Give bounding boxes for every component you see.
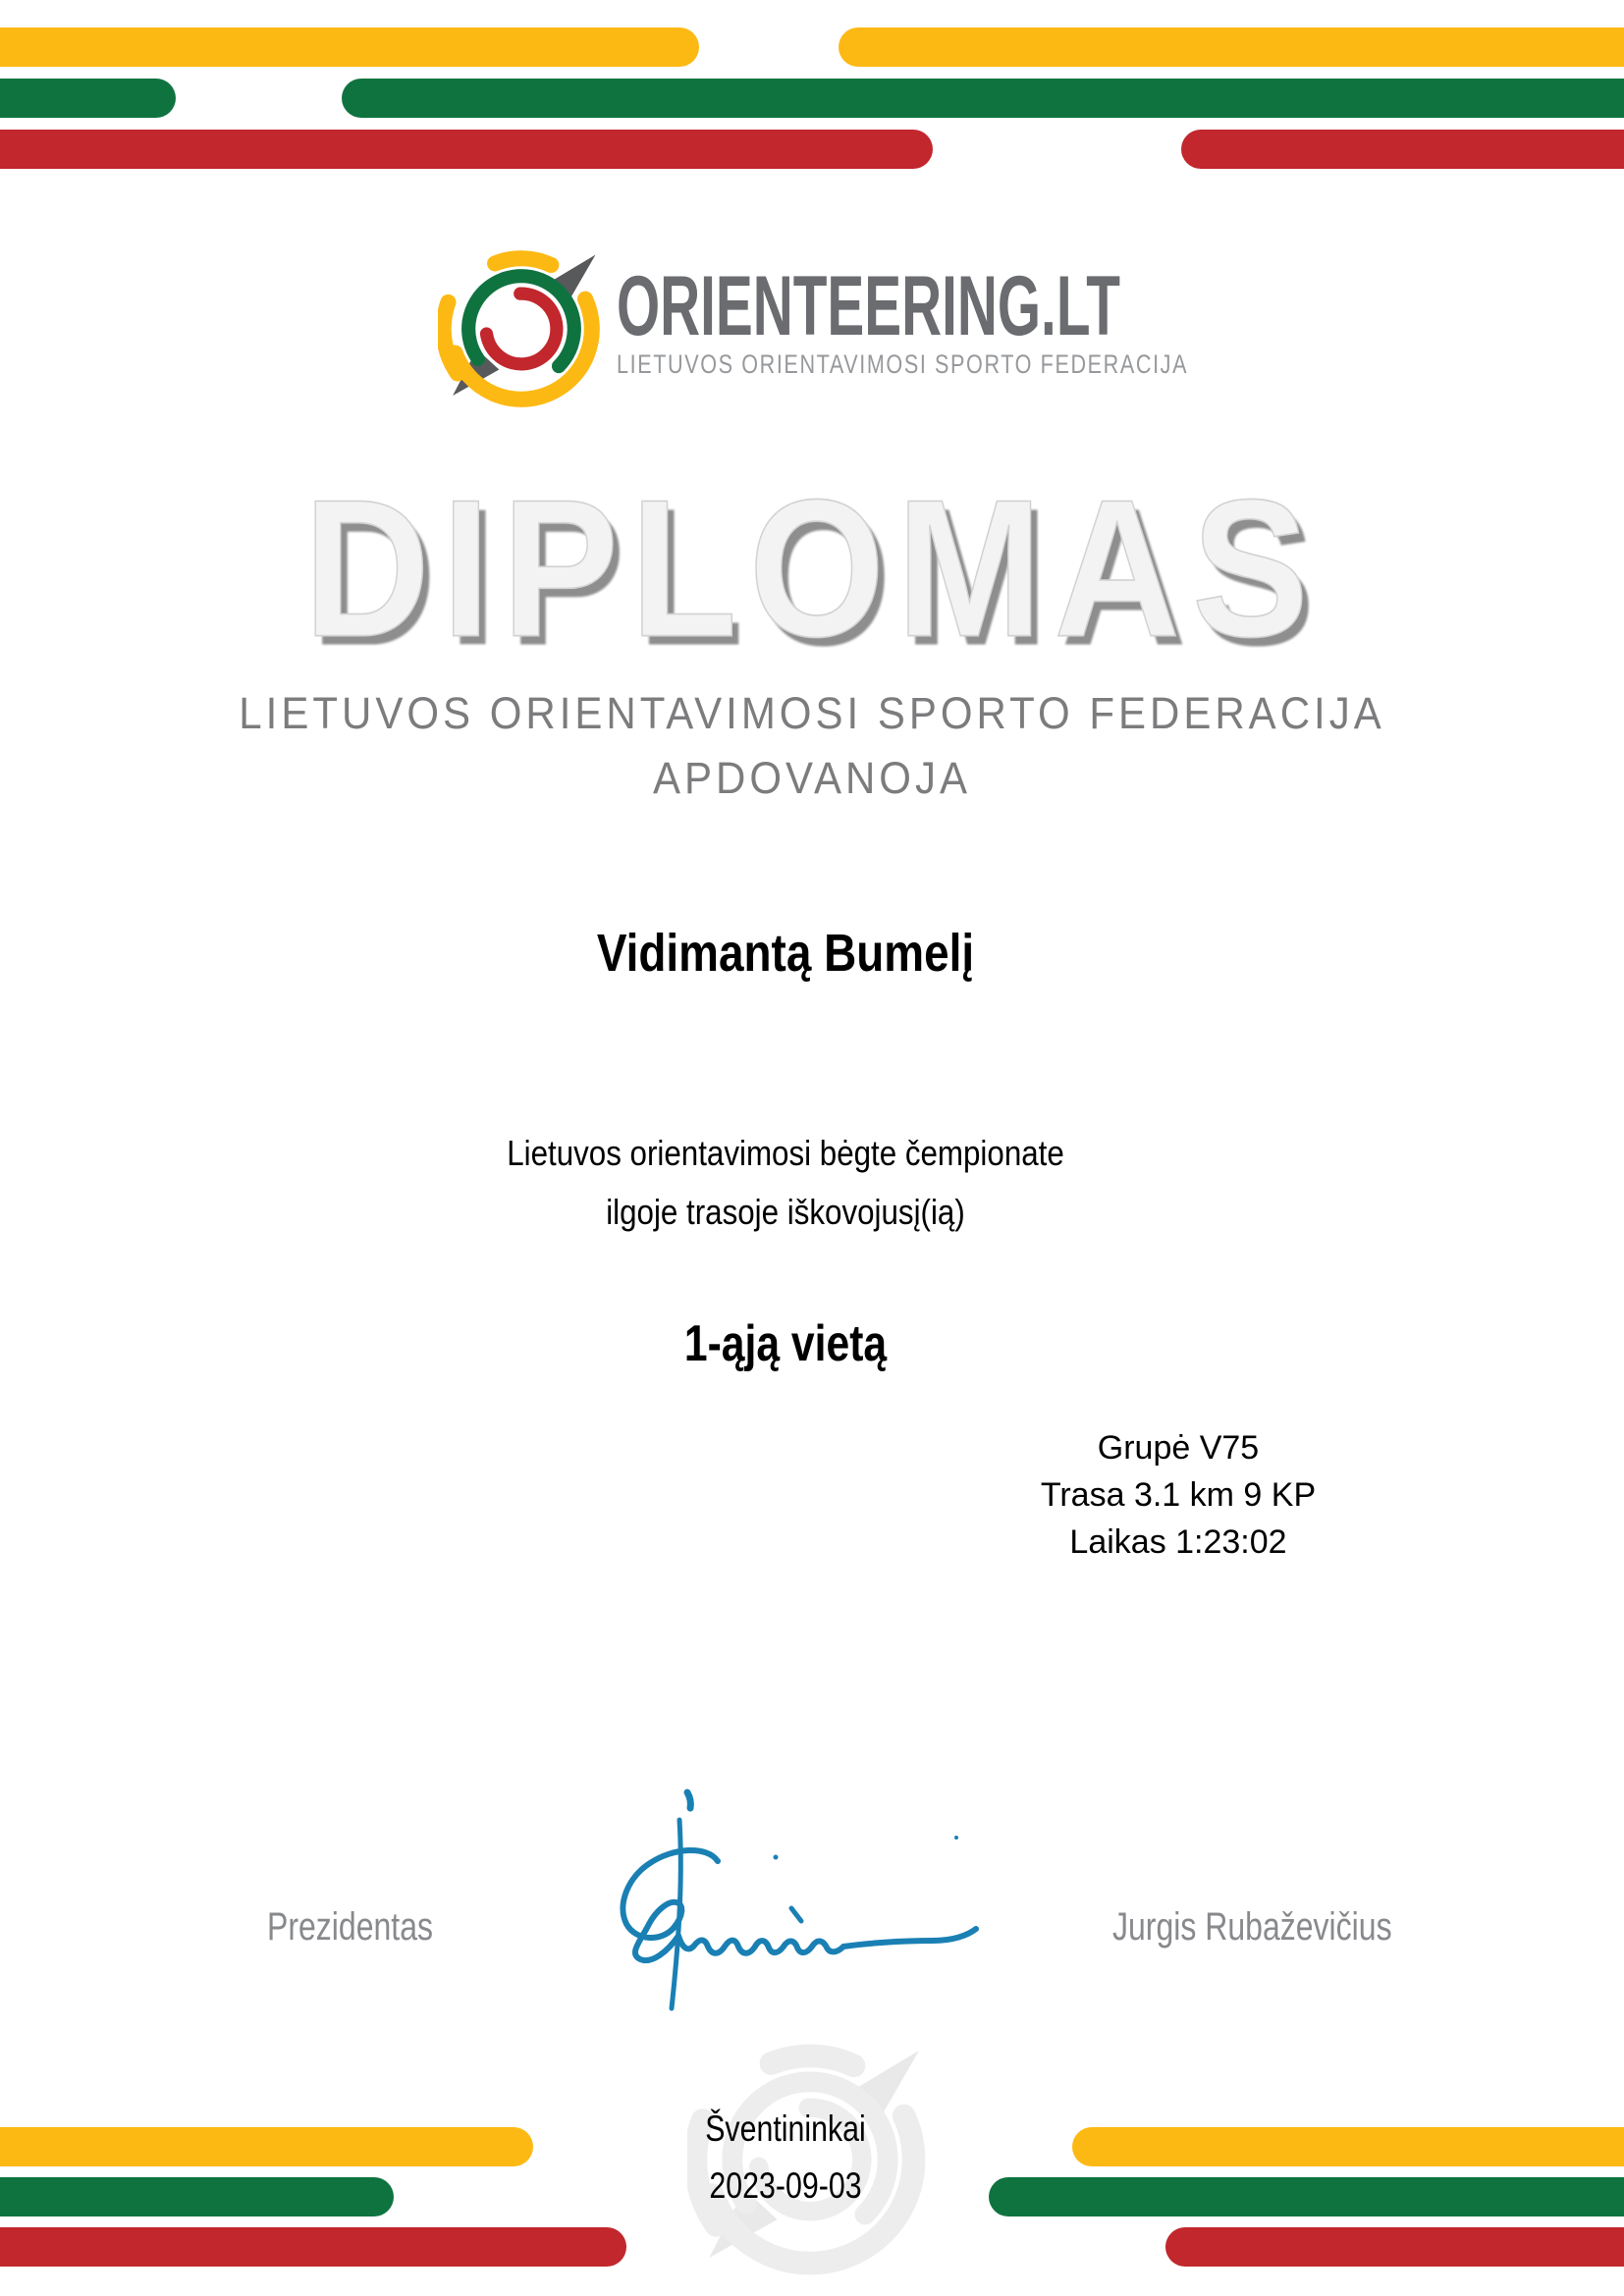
result-group: Grupė V75 xyxy=(1097,1429,1260,1467)
diploma-heading: DIPLOMAS xyxy=(303,458,1321,678)
event-line-2: ilgoje trasoje iškovojusį(ią) xyxy=(606,1192,965,1232)
results-block xyxy=(982,1424,1375,1566)
stripe-top-yellow-right xyxy=(839,27,1624,67)
stripe-top-green-right xyxy=(342,79,1624,118)
footer-event-name: Šventininkai xyxy=(705,2109,866,2149)
event-line-1: Lietuvos orientavimosi bėgte čempionate xyxy=(507,1133,1064,1173)
footer-date: 2023-09-03 xyxy=(709,2165,862,2206)
compass-logo-icon xyxy=(438,245,605,412)
stripe-bottom-red-left xyxy=(0,2227,626,2267)
logo-subtext: LIETUVOS ORIENTAVIMOSI SPORTO FEDERACIJA xyxy=(617,349,1189,379)
recipient-name: Vidimantą Bumelį xyxy=(596,924,975,983)
stripe-top-red-left xyxy=(0,130,933,169)
stripe-bottom-red-right xyxy=(1165,2227,1624,2267)
signer-role-label: Prezidentas xyxy=(267,1905,433,1949)
stripe-top-red-right xyxy=(1181,130,1624,169)
signer-name: Jurgis Rubaževičius xyxy=(1112,1905,1392,1949)
stripe-top-green-left xyxy=(0,79,176,118)
subtitle-line-2: APDOVANOJA xyxy=(653,753,971,803)
signature-image xyxy=(589,1767,1001,2042)
subtitle-line-1: LIETUVOS ORIENTAVIMOSI SPORTO FEDERACIJA xyxy=(239,688,1385,738)
result-time: Laikas 1:23:02 xyxy=(1069,1523,1287,1561)
placement-text: 1-ąją vietą xyxy=(683,1315,888,1372)
logo-wordmark: ORIENTEERING.LT xyxy=(617,259,1120,353)
compass-watermark-icon xyxy=(687,2037,933,2282)
result-course: Trasa 3.1 km 9 KP xyxy=(1040,1476,1317,1514)
stripe-top-yellow-left xyxy=(0,27,699,67)
